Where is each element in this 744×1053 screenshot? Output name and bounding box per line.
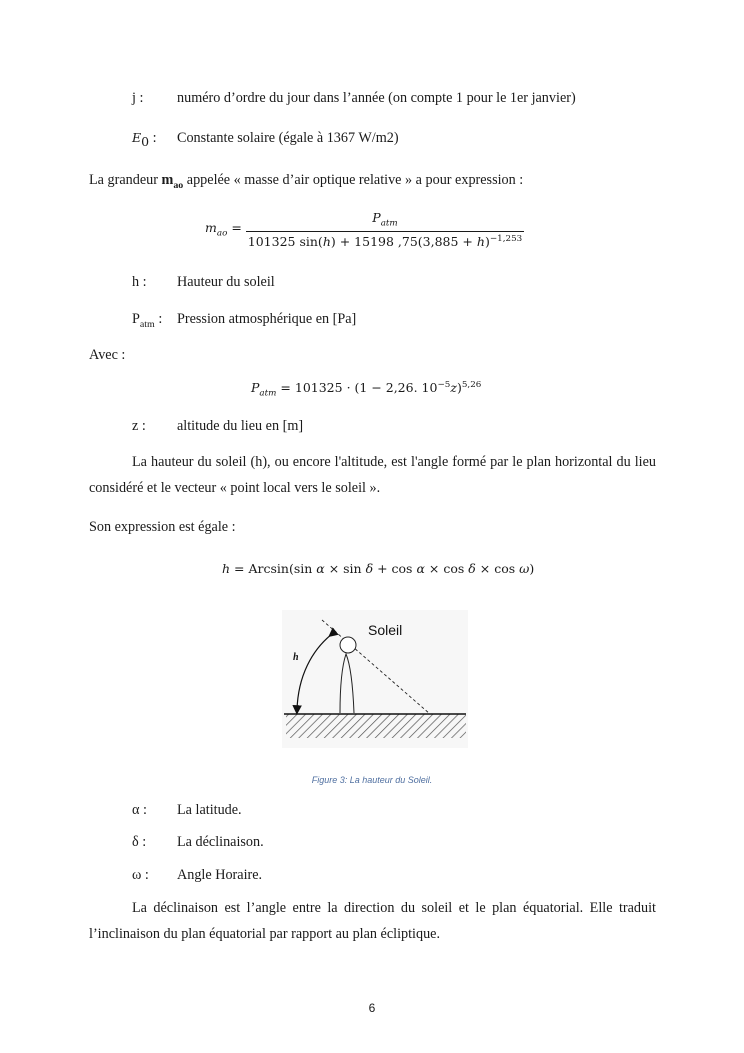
def-text-j: numéro d’ordre du jour dans l’année (on compte 1 pour le 1er janvier) bbox=[177, 90, 576, 106]
mao-intro-after: appelée « masse d’air optique relative » a pour expression : bbox=[183, 172, 524, 188]
eq-mao-num-p: P bbox=[372, 210, 381, 225]
eq-mao-eq: = bbox=[227, 220, 246, 236]
symbol-p: P bbox=[132, 311, 140, 327]
eq-h-part-eq: = Arcsin(sin bbox=[230, 561, 317, 576]
eq-h-part-t4: × cos bbox=[475, 561, 520, 576]
def-symbol-h: h : bbox=[132, 274, 147, 290]
def-symbol-omega: ω : bbox=[132, 867, 149, 883]
def-text-e0: Constante solaire (égale à 1367 W/m2) bbox=[177, 130, 399, 146]
eq-patm-lhs: P bbox=[251, 380, 260, 396]
eq-mao-lhs-sub: ao bbox=[216, 228, 228, 239]
equation-h bbox=[222, 561, 534, 576]
def-symbol-patm bbox=[132, 311, 162, 330]
eq-mao-num-sub: atm bbox=[380, 218, 398, 229]
def-symbol-alpha: α : bbox=[132, 802, 147, 818]
equation-mao bbox=[205, 210, 524, 249]
eq-mao-den-b: ) + 15198 ,75(3,885 + bbox=[330, 233, 477, 249]
symbol-e-suffix: : bbox=[149, 130, 157, 146]
eq-h-delta: δ bbox=[365, 561, 374, 576]
eq-mao-numerator bbox=[246, 210, 524, 231]
def-text-patm: Pression atmosphérique en [Pa] bbox=[177, 311, 357, 327]
mao-term: m bbox=[161, 172, 174, 188]
eq-h-part-t5: ) bbox=[529, 561, 535, 576]
eq-h-part-t3: × cos bbox=[424, 561, 469, 576]
def-symbol-delta: δ : bbox=[132, 834, 147, 850]
eq-mao-den-h2: h bbox=[476, 233, 485, 249]
eq-mao-den-h1: h bbox=[322, 233, 331, 249]
sun-label: Soleil bbox=[368, 622, 403, 638]
eq-mao-denominator bbox=[246, 231, 524, 249]
eq-mao-den-a: 101325 sin( bbox=[247, 233, 323, 249]
eq-mao-den-c: ) bbox=[484, 233, 490, 249]
sun-height-figure bbox=[282, 610, 468, 748]
eq-patm-exp1: −5 bbox=[437, 380, 451, 390]
eq-patm-close: ) bbox=[456, 380, 462, 396]
eq-h-alpha2: α bbox=[416, 561, 425, 576]
eq-h-part-t2: + cos bbox=[373, 561, 417, 576]
mao-intro bbox=[89, 172, 523, 191]
eq-h-part-t1: × sin bbox=[324, 561, 366, 576]
def-text-h: Hauteur du soleil bbox=[177, 274, 275, 290]
symbol-p-suffix: : bbox=[154, 311, 163, 327]
page-number: 6 bbox=[368, 1001, 376, 1015]
eq-h-lhs: h bbox=[222, 561, 231, 576]
eq-h-omega: ω bbox=[519, 561, 530, 576]
figure-caption: Figure 3: La hauteur du Soleil. bbox=[311, 775, 433, 785]
eq-mao-den-exp: −1,253 bbox=[489, 233, 523, 244]
symbol-e: E bbox=[132, 130, 142, 145]
expression-intro: Son expression est égale : bbox=[89, 519, 236, 535]
paragraph-hauteur: La hauteur du soleil (h), ou encore l'altitude, est l'angle formé par le plan horizontal du lieu considéré et le vecteur « point local vers le soleil ». bbox=[89, 454, 656, 496]
angle-label: h bbox=[293, 652, 299, 663]
eq-patm-exp2: 5,26 bbox=[461, 380, 482, 390]
def-text-z: altitude du lieu en [m] bbox=[177, 418, 304, 434]
paragraph-declinaison: La déclinaison est l’angle entre la direction du soleil et le plan équatorial. Elle traduit l’inclinaison du plan équatorial par rapport au plan écliptique. bbox=[89, 900, 656, 942]
symbol-p-sub: atm bbox=[139, 318, 155, 330]
def-text-alpha: La latitude. bbox=[177, 802, 242, 818]
def-symbol-j: j : bbox=[132, 90, 144, 106]
eq-patm-body: = 101325 · (1 − 2,26. 10 bbox=[276, 380, 438, 396]
eq-mao-lhs: m bbox=[205, 220, 217, 236]
avec-label: Avec : bbox=[89, 347, 126, 363]
def-symbol-e0 bbox=[132, 130, 157, 149]
equation-patm bbox=[251, 380, 481, 399]
symbol-e-sub: 0 bbox=[141, 133, 150, 149]
sun-icon bbox=[340, 637, 356, 653]
eq-patm-lhs-sub: atm bbox=[259, 388, 277, 399]
mao-intro-before: La grandeur bbox=[89, 172, 162, 188]
def-text-omega: Angle Horaire. bbox=[177, 867, 263, 883]
eq-patm-z: z bbox=[450, 380, 457, 396]
eq-h-alpha: α bbox=[316, 561, 325, 576]
eq-h-delta2: δ bbox=[468, 561, 476, 576]
ground-hatch bbox=[286, 714, 466, 738]
def-symbol-z: z : bbox=[132, 418, 146, 434]
def-text-delta: La déclinaison. bbox=[177, 834, 264, 850]
mao-term-sub: ao bbox=[173, 179, 184, 191]
eq-mao-fraction bbox=[246, 210, 524, 249]
